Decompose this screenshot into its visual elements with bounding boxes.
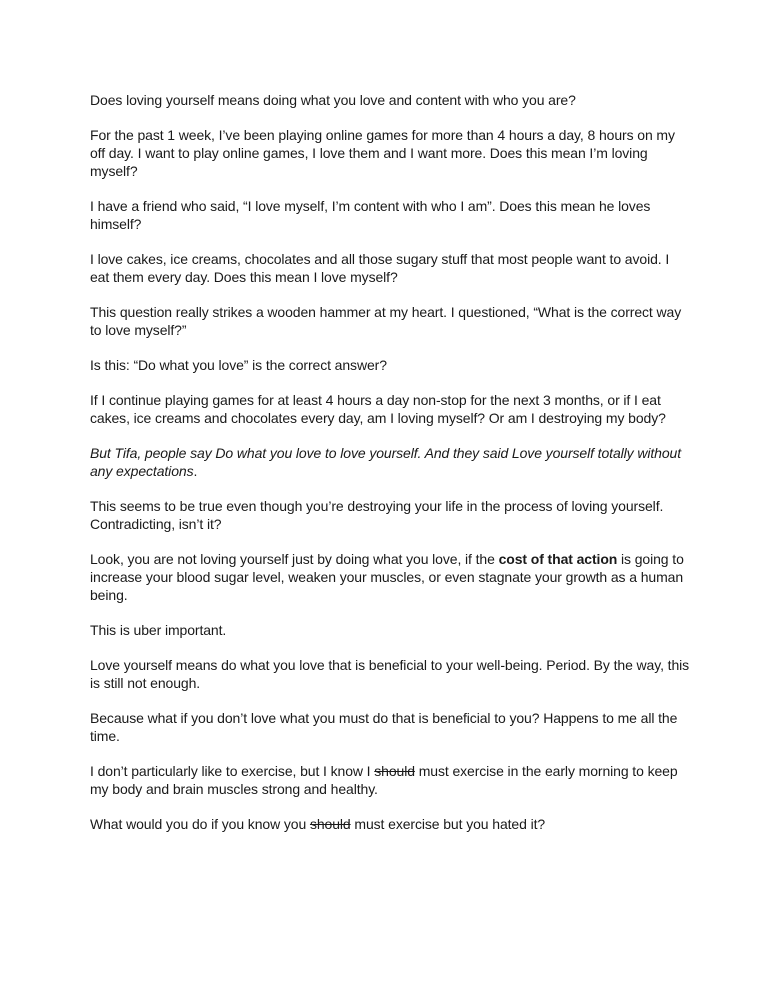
paragraph-text: I don’t particularly like to exercise, but I know I bbox=[90, 763, 375, 779]
paragraph-text: I love cakes, ice creams, chocolates and all those sugary stuff that most people want to avoid. I eat them every day. Does this mean I love myself? bbox=[90, 251, 670, 285]
strikethrough-text: should bbox=[374, 763, 415, 779]
paragraph bbox=[90, 656, 690, 692]
paragraph bbox=[90, 126, 690, 180]
paragraph-text: This seems to be true even though you’re destroying your life in the process of loving yourself. Contradicting, isn’t it? bbox=[90, 498, 664, 532]
paragraph-text: Because what if you don’t love what you must do that is beneficial to you? Happens to me all the time. bbox=[90, 710, 678, 744]
bold-text: cost of that action bbox=[498, 551, 618, 567]
paragraph-text: . bbox=[193, 463, 198, 479]
paragraph-text: For the past 1 week, I’ve been playing online games for more than 4 hours a day, 8 hours on my off day. I want to play online games, I love them and I want more. Does this mean I’m loving myself? bbox=[90, 127, 675, 179]
paragraph bbox=[90, 497, 690, 533]
paragraph bbox=[90, 709, 690, 745]
paragraph bbox=[90, 197, 690, 233]
paragraph bbox=[90, 762, 690, 798]
paragraph-text: Is this: “Do what you love” is the correct answer? bbox=[90, 357, 387, 373]
paragraph bbox=[90, 391, 690, 427]
paragraph-text: Does loving yourself means doing what you love and content with who you are? bbox=[90, 92, 576, 108]
paragraph-text: Look, you are not loving yourself just by doing what you love, if the bbox=[90, 551, 499, 567]
paragraph-text: What would you do if you know you bbox=[90, 816, 310, 832]
paragraph bbox=[90, 356, 690, 374]
paragraph-text: If I continue playing games for at least 4 hours a day non-stop for the next 3 months, or if I eat cakes, ice creams and chocolates every day, am I loving myself? Or am I destroying my body? bbox=[90, 392, 666, 426]
paragraph-text: I have a friend who said, “I love myself, I’m content with who I am”. Does this mean he loves himself? bbox=[90, 198, 651, 232]
paragraph bbox=[90, 250, 690, 286]
paragraph bbox=[90, 621, 690, 639]
paragraph bbox=[90, 444, 690, 480]
paragraph bbox=[90, 815, 690, 833]
paragraph bbox=[90, 550, 690, 604]
paragraph-text: must exercise in the early morning to keep my body and brain muscles strong and healthy. bbox=[90, 763, 678, 797]
paragraph-text: This question really strikes a wooden hammer at my heart. I questioned, “What is the correct way to love myself?” bbox=[90, 304, 682, 338]
paragraph-text: This is uber important. bbox=[90, 622, 227, 638]
document-body bbox=[90, 91, 690, 850]
italic-text: But Tifa, people say Do what you love to love yourself. And they said Love yourself totally without any expectations bbox=[90, 445, 682, 479]
paragraph bbox=[90, 91, 690, 109]
paragraph bbox=[90, 303, 690, 339]
strikethrough-text: should bbox=[309, 816, 351, 832]
paragraph-text: Love yourself means do what you love that is beneficial to your well-being. Period. By the way, this is still not enough. bbox=[90, 657, 690, 691]
paragraph-text: must exercise but you hated it? bbox=[350, 816, 546, 832]
paragraph-text: is going to increase your blood sugar level, weaken your muscles, or even stagnate your growth as a human being. bbox=[90, 551, 684, 603]
